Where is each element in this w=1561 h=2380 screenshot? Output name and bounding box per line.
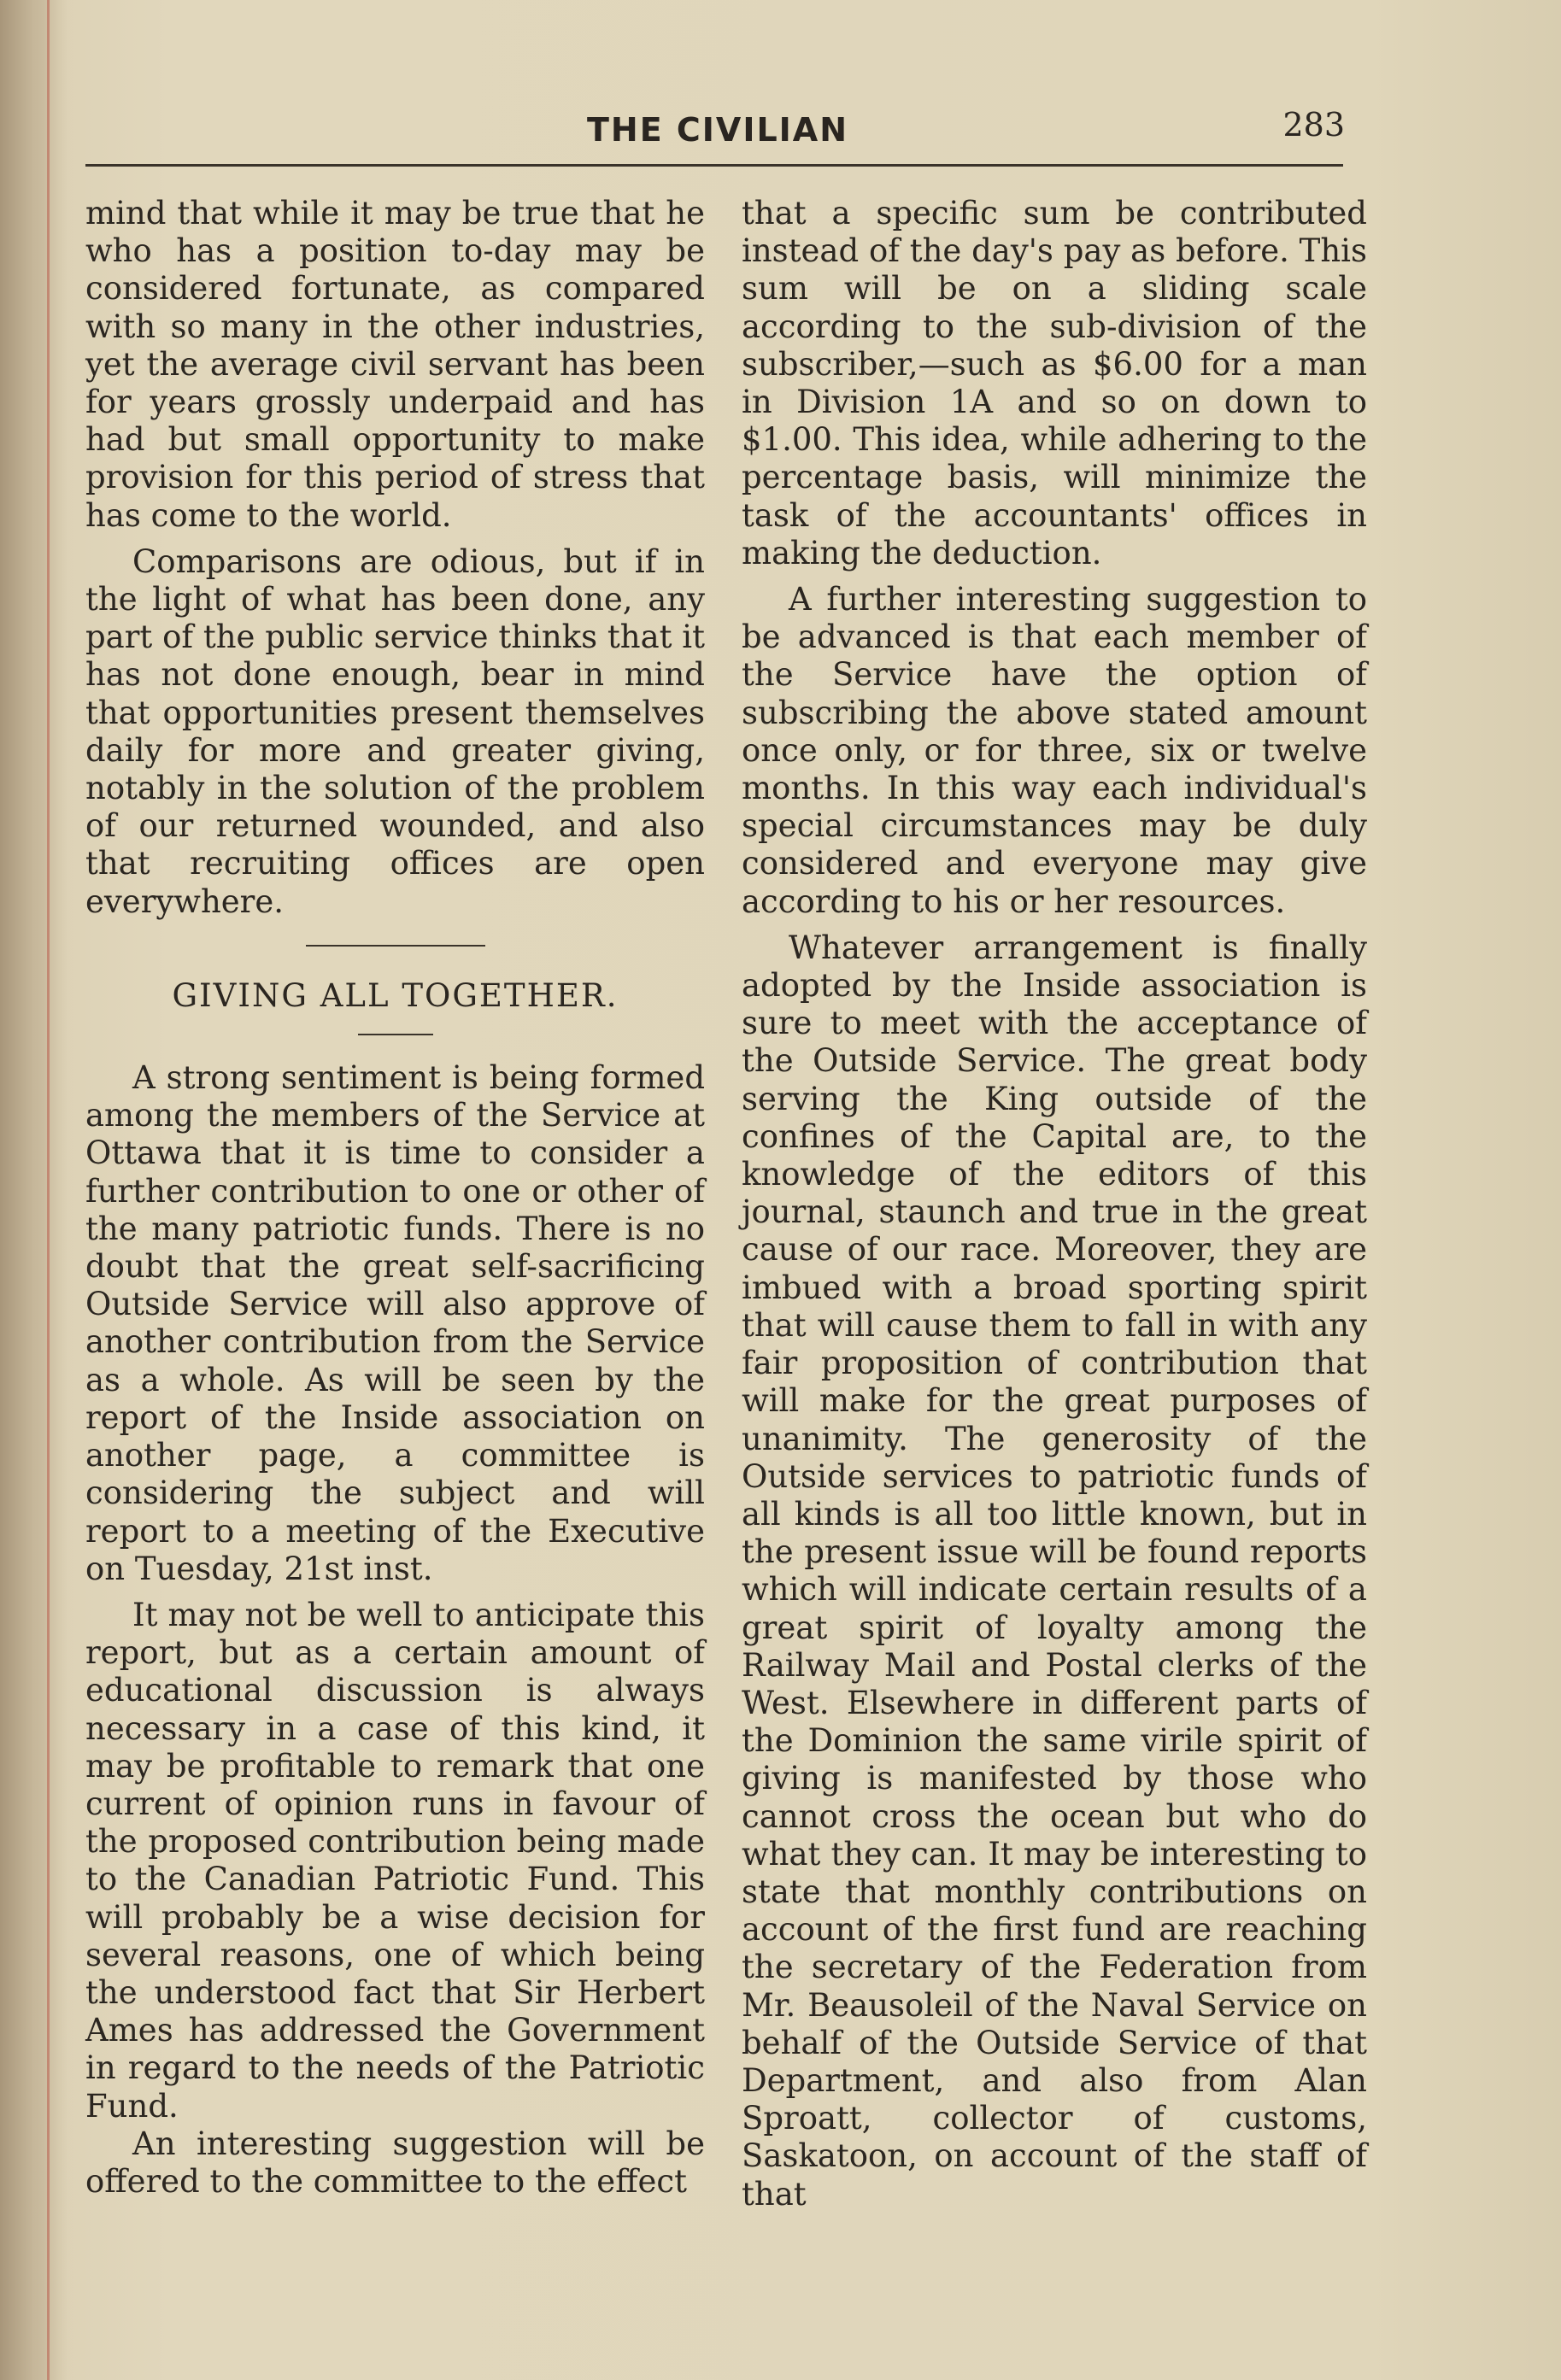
paragraph: A strong sentiment is being formed among the members of the Service at Ottawa that it is time to consider a further contribution to one or other of the many patriotic funds. There is no doubt that the great self-sacrificing Outside Service will also approve of another contribution from the Service as a whole. As will be seen by the report of the Inside association on another page, a committee is considering the subject and will report to a meeting of the Executive on Tuesday, 21st inst. bbox=[85, 1059, 705, 1587]
page-number: 283 bbox=[1282, 106, 1345, 144]
heading-rule bbox=[358, 1034, 433, 1035]
paragraph-gap bbox=[85, 535, 705, 543]
journal-title: THE CIVILIAN bbox=[586, 111, 849, 149]
header-rule bbox=[85, 164, 1343, 167]
right-column bbox=[742, 195, 1367, 2213]
paragraph: A further interesting suggestion to be advanced is that each member of the Service have the option of subscribing the above stated amount once only, or for three, six or twelve months. In this way each individual's special circumstances may be duly considered and everyone may give according to his or her resources. bbox=[742, 581, 1367, 920]
paragraph-gap bbox=[85, 1588, 705, 1597]
paragraph-gap bbox=[742, 921, 1367, 929]
paragraph: that a specific sum be contributed instead of the day's pay as before. This sum will be on a sliding scale according to the sub-division of the subscriber,—such as $6.00 for a man in Division 1A and so on down to $1.00. This idea, while adhering to the percentage basis, will minimize the task of the accountants' offices in making the deduction. bbox=[742, 195, 1367, 572]
paragraph: Whatever arrangement is finally adopted by the Inside association is sure to meet with the acceptance of the Outside Service. The great body serving the King outside of the confines of the Capital are, to the knowledge of the editors of this journal, staunch and true in the great cause of our race. Moreover, they are imbued with a broad sporting spirit that will cause them to fall in with any fair proposition of contribution that will make for the great purposes of unanimity. The generosity of the Outside services to patriotic funds of all kinds is all too little known, but in the present issue will be found reports which will indicate certain results of a great spirit of loyalty among the Railway Mail and Postal clerks of the West. Elsewhere in different parts of the Dominion the same virile spirit of giving is manifested by those who cannot cross the ocean but who do what they can. It may be interesting to state that monthly contributions on account of the first fund are reaching the secretary of the Federation from Mr. Beausoleil of the Naval Service on behalf of the Outside Service of that Department, and also from Alan Sproatt, collector of customs, Saskatoon, on account of the staff of that bbox=[742, 929, 1367, 2213]
running-header bbox=[85, 103, 1350, 162]
book-spine-shadow bbox=[0, 0, 68, 2380]
paragraph: It may not be well to anticipate this report, but as a certain amount of educational discussion is always necessary in a case of this kind, it may be profitable to remark that one current of opinion runs in favour of the proposed contribution being made to the Canadian Patriotic Fund. This will probably be a wise decision for several reasons, one of which being the understood fact that Sir Herbert Ames has addressed the Government in regard to the needs of the Patriotic Fund. bbox=[85, 1596, 705, 2125]
left-column bbox=[85, 195, 705, 2201]
paragraph: An interesting suggestion will be offered to the committee to the effect bbox=[85, 2125, 705, 2200]
section-divider bbox=[306, 945, 485, 947]
paragraph: Comparisons are odious, but if in the light of what has been done, any part of the public service thinks that it has not done enough, bear in mind that opportunities present themselves daily for more and greater giving, notably in the solution of the problem of our returned wounded, and also that recruiting offices are open everywhere. bbox=[85, 542, 705, 920]
section-heading: GIVING ALL TOGETHER. bbox=[172, 976, 619, 1014]
paragraph: mind that while it may be true that he who has a position to-day may be considered fortunate, as compared with so many in the other industries, yet the average civil servant has been for years grossly underpaid and has had but small opportunity to make provision for this period of stress that has come to the world. bbox=[85, 195, 705, 534]
binding-edge bbox=[47, 0, 50, 2380]
paragraph-gap bbox=[742, 572, 1367, 581]
